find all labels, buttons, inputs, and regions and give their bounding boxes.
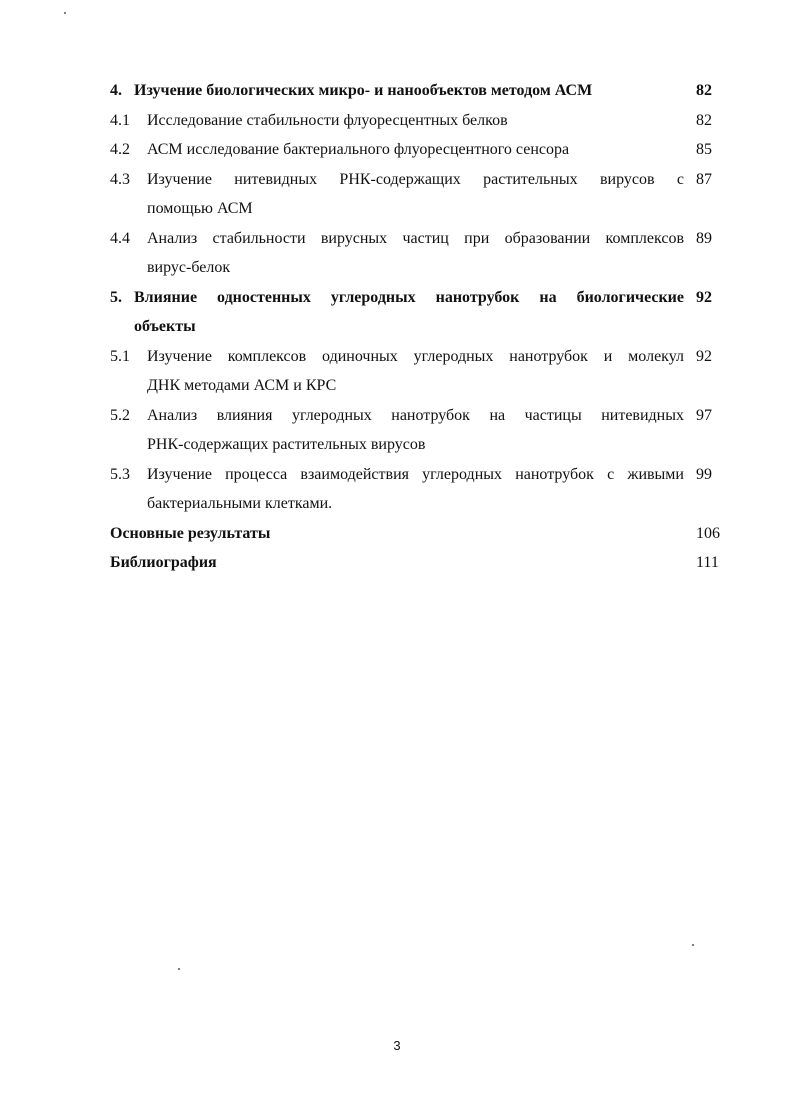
scan-speck (178, 968, 180, 970)
toc-entry-title: Изучение процесса взаимодействия углеродных нанотрубок с живыми (147, 465, 684, 483)
toc-entry-number: 4.4 (110, 229, 130, 247)
toc-entry-chapter-4 (110, 76, 722, 106)
toc-entry-title-continuation: помощью АСМ (147, 200, 253, 217)
toc-entry-number: 4.1 (110, 111, 130, 129)
toc-entry-title-continuation: вирус-белок (147, 259, 231, 276)
toc-entry-chapter-5 (110, 283, 722, 342)
toc-entry-page: 85 (696, 141, 712, 158)
toc-entry-title-continuation: бактериальными клетками. (147, 495, 333, 512)
toc-entry-number: 4. (110, 82, 122, 99)
toc-entry-page: 82 (696, 82, 712, 99)
toc-entry-page: 106 (696, 524, 720, 542)
toc-entry-bibliography (110, 548, 722, 578)
toc-entry-page: 89 (696, 229, 712, 247)
toc-entry-5-3 (110, 460, 722, 519)
table-of-contents (110, 76, 722, 578)
toc-entry-title-continuation: РНК-содержащих растительных вирусов (147, 436, 426, 453)
toc-entry-5-2 (110, 401, 722, 460)
toc-entry-title: Изучение комплексов одиночных углеродных нанотрубок и молекул (147, 347, 684, 365)
toc-entry-title: Изучение нитевидных РНК-содержащих растительных вирусов с (147, 170, 684, 188)
toc-entry-5-1 (110, 342, 722, 401)
toc-entry-title-continuation: ДНК методами АСМ и КРС (147, 377, 337, 394)
toc-entry-page: 97 (696, 406, 712, 424)
toc-entry-page: 87 (696, 170, 712, 188)
toc-entry-number: 5.1 (110, 347, 130, 365)
scan-speck (64, 12, 66, 14)
toc-entry-4-2 (110, 135, 722, 165)
toc-entry-title: Анализ влияния углеродных нанотрубок на частицы нитевидных (147, 406, 684, 424)
toc-entry-number: 5.3 (110, 465, 130, 483)
page-number: 3 (393, 1038, 401, 1053)
toc-entry-4-1 (110, 106, 722, 136)
toc-entry-title: АСМ исследование бактериального флуоресцентного сенсора (147, 141, 570, 158)
toc-entry-page: 92 (696, 347, 712, 365)
toc-entry-number: 5.2 (110, 406, 130, 424)
toc-entry-4-4 (110, 224, 722, 283)
toc-entry-title: Влияние одностенных углеродных нанотрубок на биологические (134, 288, 684, 306)
toc-entry-4-3 (110, 165, 722, 224)
toc-entry-page: 99 (696, 465, 712, 483)
toc-entry-page: 111 (696, 554, 719, 571)
toc-entry-page: 92 (696, 288, 712, 306)
toc-entry-number: 4.2 (110, 141, 130, 158)
toc-entry-title: Изучение биологических микро- и нанообъектов методом АСМ (134, 82, 593, 99)
toc-entry-number: 4.3 (110, 170, 130, 188)
toc-entry-number: 5. (110, 288, 122, 306)
toc-entry-main-results (110, 519, 722, 549)
toc-entry-title: Библиография (110, 554, 217, 571)
toc-entry-title-continuation: объекты (134, 318, 196, 335)
scan-speck (692, 944, 694, 946)
toc-entry-page: 82 (696, 111, 712, 129)
toc-entry-title: Основные результаты (110, 524, 271, 542)
toc-entry-title: Исследование стабильности флуоресцентных белков (147, 111, 508, 129)
toc-entry-title: Анализ стабильности вирусных частиц при образовании комплексов (147, 229, 684, 247)
